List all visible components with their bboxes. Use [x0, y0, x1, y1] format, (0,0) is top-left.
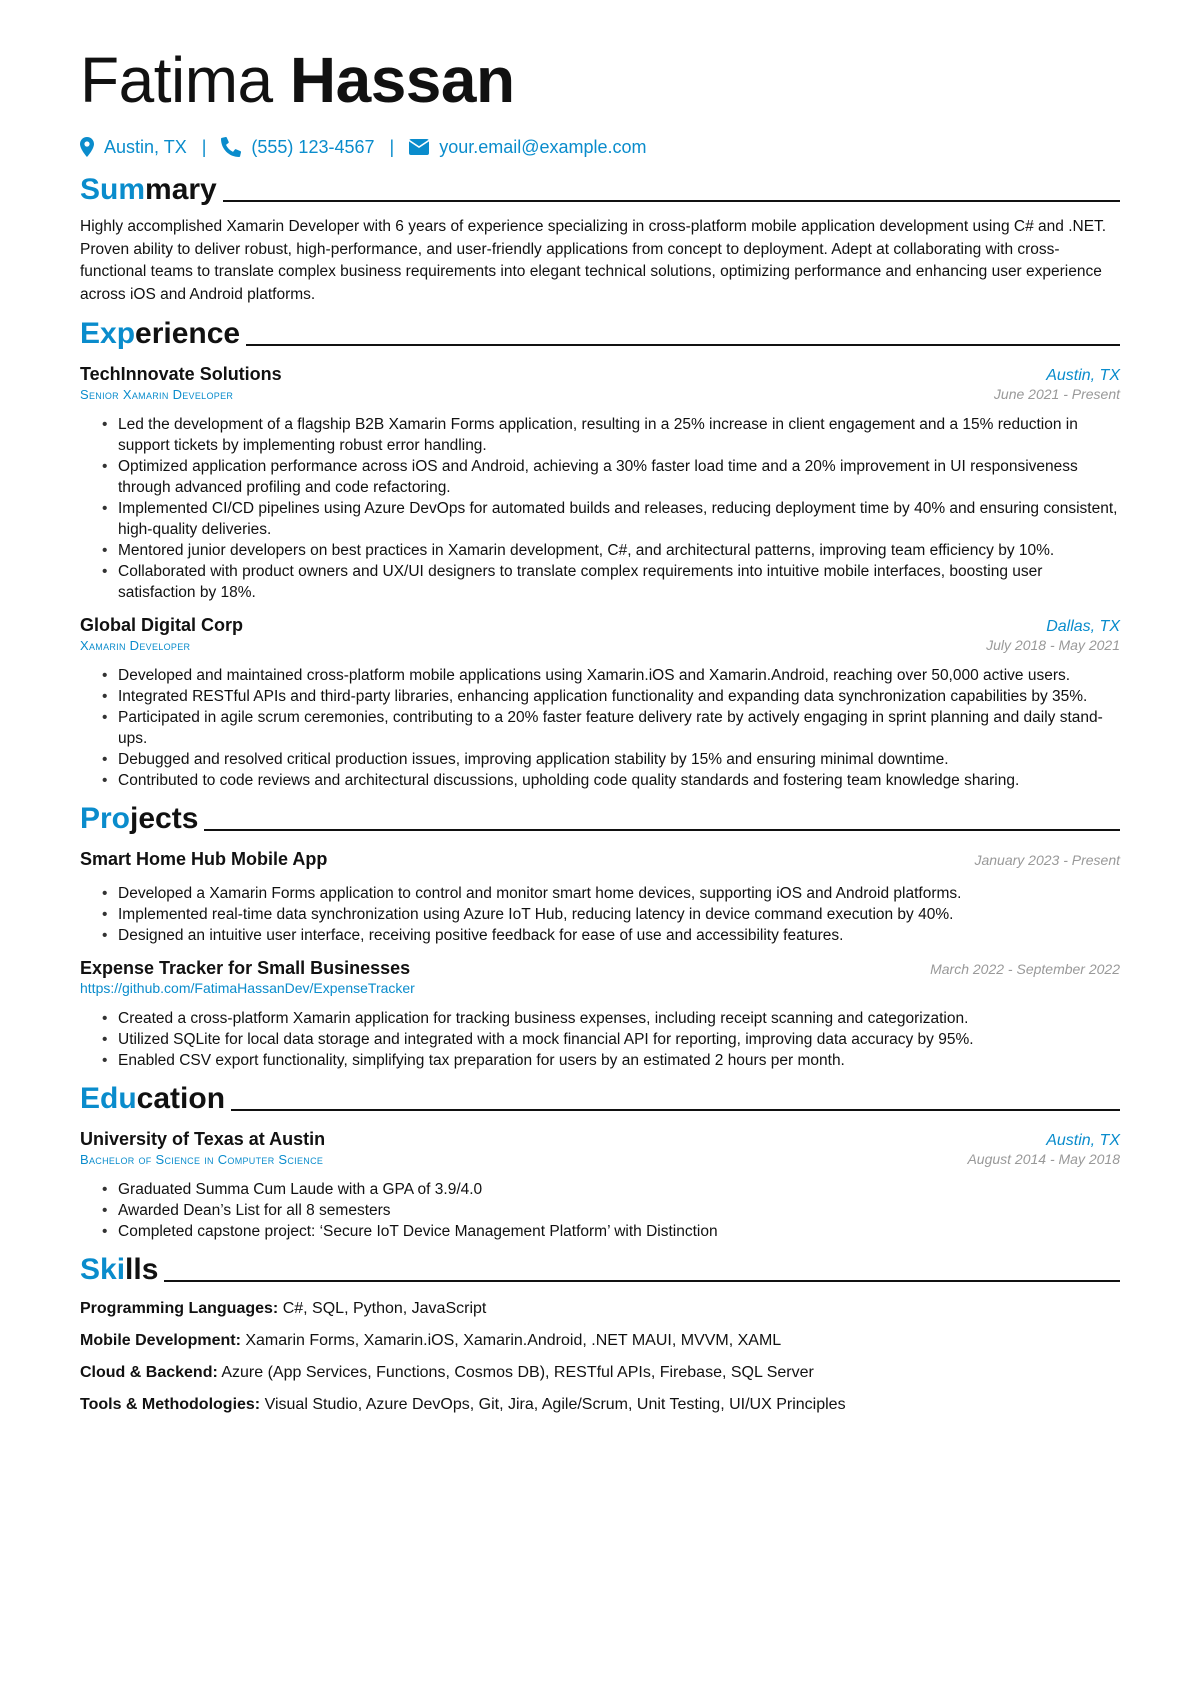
- job-title: Senior Xamarin Developer: [80, 387, 234, 403]
- company-name: TechInnovate Solutions: [80, 364, 282, 385]
- list-item: • Collaborated with product owners and UX/UI designers to translate complex requirements into intuitive mobile interfaces, boosting user satisfaction by 18%.: [80, 561, 1120, 603]
- list-item: • Graduated Summa Cum Laude with a GPA of 3.9/4.0: [80, 1179, 1120, 1200]
- list-item: • Mentored junior developers on best practices in Xamarin development, C#, and architectural patterns, improving team efficiency by 10%.: [80, 540, 1120, 561]
- project-bullets: [80, 883, 1120, 946]
- job-bullets: [80, 414, 1120, 603]
- list-item: • Optimized application performance across iOS and Android, achieving a 30% faster load time and a 20% improvement in UI responsiveness through advanced profiling and code refactoring.: [80, 456, 1120, 498]
- list-item: • Implemented CI/CD pipelines using Azure DevOps for automated builds and releases, reducing deployment time by 40% and ensuring consistent, high-quality deliveries.: [80, 498, 1120, 540]
- job-dates: June 2021 - Present: [993, 386, 1120, 403]
- project-name: Expense Tracker for Small Businesses: [80, 958, 411, 979]
- company-name: Global Digital Corp: [80, 615, 244, 636]
- list-item: • Integrated RESTful APIs and third-party libraries, enhancing application functionality and expanding data synchronization capabilities by 35%.: [80, 686, 1120, 707]
- skill-label: Cloud & Backend:: [80, 1364, 218, 1382]
- experience-section-header: [80, 312, 1120, 352]
- contact-phone[interactable]: [221, 137, 374, 158]
- project-name: Smart Home Hub Mobile App: [80, 849, 328, 870]
- project-entry: [80, 847, 1120, 946]
- education-entry: [80, 1127, 1120, 1242]
- phone-text: (555) 123-4567: [251, 136, 375, 157]
- list-item: • Enabled CSV export functionality, simplifying tax preparation for users by an estimated 2 hours per month.: [80, 1050, 1120, 1071]
- contact-separator: |: [389, 136, 395, 157]
- list-item: • Developed and maintained cross-platform mobile applications using Xamarin.iOS and Xamarin.Android, reaching over 50,000 active users.: [80, 665, 1120, 686]
- contact-separator: |: [201, 136, 207, 157]
- phone-icon: [221, 137, 241, 157]
- email-text: your.email@example.com: [439, 136, 647, 157]
- list-item: • Implemented real-time data synchronization using Azure IoT Hub, reducing latency in device command execution by 40%.: [80, 904, 1120, 925]
- job-location: Dallas, TX: [1046, 618, 1120, 636]
- section-divider: [204, 829, 1120, 831]
- education-section-header: [80, 1077, 1120, 1117]
- skill-value: Visual Studio, Azure DevOps, Git, Jira, Agile/Scrum, Unit Testing, UI/UX Principles: [264, 1396, 846, 1414]
- skill-label: Tools & Methodologies:: [80, 1396, 261, 1414]
- school-name: University of Texas at Austin: [80, 1129, 326, 1150]
- section-divider: [246, 344, 1120, 346]
- skill-row: [80, 1298, 1120, 1320]
- contact-email[interactable]: [409, 137, 646, 158]
- project-entry: [80, 956, 1120, 1071]
- section-title: Education: [80, 1082, 226, 1116]
- job-location: Austin, TX: [1046, 367, 1120, 385]
- skill-value: Azure (App Services, Functions, Cosmos DB), RESTful APIs, Firebase, SQL Server: [221, 1364, 814, 1382]
- skill-label: Programming Languages:: [80, 1300, 279, 1318]
- section-title: Experience: [80, 317, 241, 351]
- skill-row: [80, 1362, 1120, 1384]
- section-divider: [231, 1109, 1120, 1111]
- list-item: • Contributed to code reviews and architectural discussions, upholding code quality standards and fostering team knowledge sharing.: [80, 770, 1120, 791]
- skill-value: Xamarin Forms, Xamarin.iOS, Xamarin.Android, .NET MAUI, MVVM, XAML: [245, 1332, 782, 1350]
- project-link[interactable]: https://github.com/FatimaHassanDev/ExpenseTracker: [80, 980, 415, 997]
- degree-name: Bachelor of Science in Computer Science: [80, 1152, 324, 1168]
- list-item: • Developed a Xamarin Forms application to control and monitor smart home devices, supporting iOS and Android platforms.: [80, 883, 1120, 904]
- projects-section-header: [80, 797, 1120, 837]
- summary-section-header: [80, 168, 1120, 208]
- school-location: Austin, TX: [1046, 1132, 1120, 1150]
- skill-label: Mobile Development:: [80, 1332, 241, 1350]
- section-title: Skills: [80, 1253, 159, 1287]
- list-item: • Awarded Dean’s List for all 8 semesters: [80, 1200, 1120, 1221]
- project-dates: January 2023 - Present: [974, 852, 1120, 869]
- section-divider: [164, 1280, 1120, 1282]
- section-title: Projects: [80, 802, 199, 836]
- experience-entry: [80, 613, 1120, 791]
- skill-row: [80, 1330, 1120, 1352]
- list-item: • Completed capstone project: ‘Secure IoT Device Management Platform’ with Distinction: [80, 1221, 1120, 1242]
- job-title: Xamarin Developer: [80, 638, 191, 654]
- resume-content: [80, 40, 1120, 1416]
- skills-section-header: [80, 1248, 1120, 1288]
- job-bullets: [80, 665, 1120, 791]
- list-item: • Created a cross-platform Xamarin application for tracking business expenses, including receipt scanning and categorization.: [80, 1008, 1120, 1029]
- skill-row: [80, 1394, 1120, 1416]
- candidate-name: [80, 40, 1120, 120]
- last-name: Hassan: [289, 44, 515, 116]
- project-dates: March 2022 - September 2022: [930, 961, 1120, 978]
- job-dates: July 2018 - May 2021: [986, 637, 1120, 654]
- list-item: • Led the development of a flagship B2B Xamarin Forms application, resulting in a 25% increase in client engagement and a 15% reduction in support tickets by implementing robust error handling.: [80, 414, 1120, 456]
- project-bullets: [80, 1008, 1120, 1071]
- first-name: Fatima: [80, 44, 273, 116]
- list-item: • Designed an intuitive user interface, receiving positive feedback for ease of use and accessibility features.: [80, 925, 1120, 946]
- map-marker-icon: [80, 137, 94, 157]
- contact-location: [80, 137, 187, 158]
- list-item: • Participated in agile scrum ceremonies, contributing to a 20% faster feature delivery rate by actively engaging in sprint planning and daily stand-ups.: [80, 707, 1120, 749]
- list-item: • Utilized SQLite for local data storage and integrated with a mock financial API for reporting, improving data accuracy by 95%.: [80, 1029, 1120, 1050]
- education-dates: August 2014 - May 2018: [967, 1151, 1120, 1168]
- education-bullets: [80, 1179, 1120, 1242]
- summary-text: Highly accomplished Xamarin Developer with 6 years of experience specializing in cross-platform mobile application development using C# and .NET. Proven ability to deliver robust, high-performance, and user-friendly applications from concept to deployment. Adept at collaborating with cross-functional teams to translate complex business requirements into elegant technical solutions, optimizing performance and enhancing user experience across iOS and Android platforms.: [80, 218, 1107, 303]
- envelope-icon: [409, 139, 429, 155]
- contact-bar: [80, 132, 1120, 162]
- section-divider: [223, 200, 1120, 202]
- experience-entry: [80, 362, 1120, 603]
- location-text: Austin, TX: [104, 136, 187, 157]
- skill-value: C#, SQL, Python, JavaScript: [282, 1300, 487, 1318]
- list-item: • Debugged and resolved critical production issues, improving application stability by 15% and ensuring minimal downtime.: [80, 749, 1120, 770]
- section-title: Summary: [80, 173, 217, 206]
